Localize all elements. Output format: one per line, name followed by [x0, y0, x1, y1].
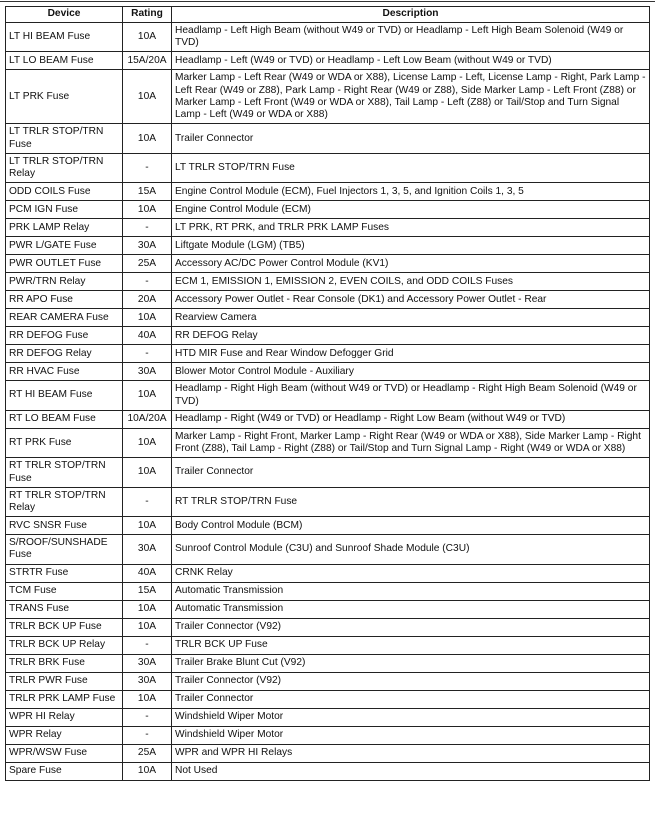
device-cell: PWR OUTLET Fuse	[6, 255, 123, 273]
device-cell: RR APO Fuse	[6, 291, 123, 309]
description-cell: Trailer Connector (V92)	[172, 672, 650, 690]
device-cell: RR DEFOG Fuse	[6, 327, 123, 345]
rating-column-header: Rating	[123, 7, 172, 23]
device-cell: RT TRLR STOP/TRN Fuse	[6, 458, 123, 487]
top-rule	[0, 1, 655, 2]
device-cell: TRLR PRK LAMP Fuse	[6, 690, 123, 708]
description-cell: LT PRK, RT PRK, and TRLR PRK LAMP Fuses	[172, 219, 650, 237]
description-cell: Automatic Transmission	[172, 600, 650, 618]
description-cell: Trailer Connector	[172, 690, 650, 708]
device-cell: TRLR BCK UP Fuse	[6, 618, 123, 636]
rating-cell: 30A	[123, 237, 172, 255]
description-cell: Blower Motor Control Module - Auxiliary	[172, 363, 650, 381]
table-row	[6, 487, 650, 516]
device-cell: Spare Fuse	[6, 762, 123, 780]
rating-cell: 10A	[123, 458, 172, 487]
table-row	[6, 201, 650, 219]
table-row	[6, 345, 650, 363]
rating-cell: 15A	[123, 183, 172, 201]
rating-cell: -	[123, 636, 172, 654]
rating-cell: 15A	[123, 582, 172, 600]
device-column-header: Device	[6, 7, 123, 23]
table-row	[6, 410, 650, 428]
rating-cell: 40A	[123, 327, 172, 345]
description-cell: Headlamp - Right High Beam (without W49 or TVD) or Headlamp - Right High Beam Solenoid (W49 or TVD)	[172, 381, 650, 410]
device-cell: RVC SNSR Fuse	[6, 517, 123, 535]
table-row	[6, 726, 650, 744]
description-cell: RT TRLR STOP/TRN Fuse	[172, 487, 650, 516]
rating-cell: -	[123, 345, 172, 363]
table-row	[6, 744, 650, 762]
device-cell: PCM IGN Fuse	[6, 201, 123, 219]
rating-cell: -	[123, 487, 172, 516]
rating-cell: 25A	[123, 744, 172, 762]
description-cell: HTD MIR Fuse and Rear Window Defogger Grid	[172, 345, 650, 363]
rating-cell: 10A	[123, 762, 172, 780]
table-row	[6, 762, 650, 780]
device-cell: TRLR PWR Fuse	[6, 672, 123, 690]
description-cell: LT TRLR STOP/TRN Fuse	[172, 153, 650, 182]
device-cell: STRTR Fuse	[6, 564, 123, 582]
table-row	[6, 428, 650, 457]
table-row	[6, 153, 650, 182]
table-row	[6, 636, 650, 654]
table-header-row	[6, 7, 650, 23]
table-row	[6, 535, 650, 564]
description-cell: WPR and WPR HI Relays	[172, 744, 650, 762]
rating-cell: 30A	[123, 535, 172, 564]
table-row	[6, 291, 650, 309]
device-cell: TRANS Fuse	[6, 600, 123, 618]
table-row	[6, 690, 650, 708]
table-row	[6, 273, 650, 291]
table-row	[6, 23, 650, 52]
table-row	[6, 672, 650, 690]
device-cell: RT LO BEAM Fuse	[6, 410, 123, 428]
rating-cell: 10A	[123, 600, 172, 618]
table-row	[6, 564, 650, 582]
table-row	[6, 381, 650, 410]
description-cell: CRNK Relay	[172, 564, 650, 582]
device-cell: TRLR BCK UP Relay	[6, 636, 123, 654]
device-cell: RT PRK Fuse	[6, 428, 123, 457]
table-row	[6, 654, 650, 672]
device-cell: RT HI BEAM Fuse	[6, 381, 123, 410]
description-cell: Rearview Camera	[172, 309, 650, 327]
device-cell: TCM Fuse	[6, 582, 123, 600]
device-cell: S/ROOF/SUNSHADE Fuse	[6, 535, 123, 564]
description-cell: Trailer Connector	[172, 458, 650, 487]
table-row	[6, 309, 650, 327]
description-cell: Sunroof Control Module (C3U) and Sunroof Shade Module (C3U)	[172, 535, 650, 564]
table-row	[6, 124, 650, 153]
table-row	[6, 582, 650, 600]
rating-cell: -	[123, 219, 172, 237]
description-cell: Headlamp - Left High Beam (without W49 or TVD) or Headlamp - Left High Beam Solenoid (W49 or TVD)	[172, 23, 650, 52]
rating-cell: 40A	[123, 564, 172, 582]
description-cell: Trailer Brake Blunt Cut (V92)	[172, 654, 650, 672]
rating-cell: 20A	[123, 291, 172, 309]
device-cell: RT TRLR STOP/TRN Relay	[6, 487, 123, 516]
description-cell: Engine Control Module (ECM), Fuel Injectors 1, 3, 5, and Ignition Coils 1, 3, 5	[172, 183, 650, 201]
description-cell: TRLR BCK UP Fuse	[172, 636, 650, 654]
device-cell: LT TRLR STOP/TRN Fuse	[6, 124, 123, 153]
rating-cell: 10A	[123, 70, 172, 124]
description-cell: Accessory AC/DC Power Control Module (KV1)	[172, 255, 650, 273]
rating-cell: 10A	[123, 618, 172, 636]
device-cell: LT HI BEAM Fuse	[6, 23, 123, 52]
table-row	[6, 255, 650, 273]
description-cell: Trailer Connector	[172, 124, 650, 153]
device-cell: ODD COILS Fuse	[6, 183, 123, 201]
device-cell: PWR L/GATE Fuse	[6, 237, 123, 255]
rating-cell: 10A	[123, 309, 172, 327]
rating-cell: 30A	[123, 672, 172, 690]
table-row	[6, 52, 650, 70]
device-cell: TRLR BRK Fuse	[6, 654, 123, 672]
table-row	[6, 600, 650, 618]
description-cell: Body Control Module (BCM)	[172, 517, 650, 535]
table-row	[6, 517, 650, 535]
device-cell: LT TRLR STOP/TRN Relay	[6, 153, 123, 182]
fuse-table	[5, 6, 650, 781]
rating-cell: -	[123, 273, 172, 291]
rating-cell: 10A	[123, 124, 172, 153]
device-cell: WPR Relay	[6, 726, 123, 744]
rating-cell: 10A	[123, 23, 172, 52]
rating-cell: 10A	[123, 201, 172, 219]
rating-cell: 10A/20A	[123, 410, 172, 428]
rating-cell: -	[123, 726, 172, 744]
device-cell: LT PRK Fuse	[6, 70, 123, 124]
rating-cell: 30A	[123, 654, 172, 672]
description-cell: Liftgate Module (LGM) (TB5)	[172, 237, 650, 255]
description-cell: Windshield Wiper Motor	[172, 726, 650, 744]
device-cell: LT LO BEAM Fuse	[6, 52, 123, 70]
description-cell: Windshield Wiper Motor	[172, 708, 650, 726]
table-row	[6, 363, 650, 381]
rating-cell: 10A	[123, 517, 172, 535]
device-cell: PRK LAMP Relay	[6, 219, 123, 237]
table-row	[6, 70, 650, 124]
description-cell: Trailer Connector (V92)	[172, 618, 650, 636]
device-cell: PWR/TRN Relay	[6, 273, 123, 291]
table-row	[6, 458, 650, 487]
table-row	[6, 708, 650, 726]
table-body	[6, 23, 650, 781]
description-cell: Headlamp - Right (W49 or TVD) or Headlamp - Right Low Beam (without W49 or TVD)	[172, 410, 650, 428]
device-cell: RR HVAC Fuse	[6, 363, 123, 381]
description-cell: Accessory Power Outlet - Rear Console (DK1) and Accessory Power Outlet - Rear	[172, 291, 650, 309]
rating-cell: 30A	[123, 363, 172, 381]
table-row	[6, 237, 650, 255]
device-cell: WPR HI Relay	[6, 708, 123, 726]
table-row	[6, 219, 650, 237]
rating-cell: -	[123, 708, 172, 726]
table-row	[6, 618, 650, 636]
rating-cell: 10A	[123, 690, 172, 708]
description-cell: Marker Lamp - Left Rear (W49 or WDA or X88), License Lamp - Left, License Lamp - Right, Park Lamp - Left Rear (W49 or Z88), Park Lamp - Right Rear (W49 or Z88), Side Marker Lamp - Left Front (Z88) or Marker Lamp - Left Front (W49 or WDA or X88), Tail Lamp - Left (Z88) or Tail/Stop and Turn Signal Lamp - Left (W49 or WDA or X88)	[172, 70, 650, 124]
rating-cell: 25A	[123, 255, 172, 273]
device-cell: WPR/WSW Fuse	[6, 744, 123, 762]
description-cell: ECM 1, EMISSION 1, EMISSION 2, EVEN COILS, and ODD COILS Fuses	[172, 273, 650, 291]
rating-cell: 15A/20A	[123, 52, 172, 70]
rating-cell: 10A	[123, 428, 172, 457]
device-cell: RR DEFOG Relay	[6, 345, 123, 363]
description-cell: Headlamp - Left (W49 or TVD) or Headlamp - Left Low Beam (without W49 or TVD)	[172, 52, 650, 70]
description-column-header: Description	[172, 7, 650, 23]
table-row	[6, 327, 650, 345]
rating-cell: 10A	[123, 381, 172, 410]
description-cell: RR DEFOG Relay	[172, 327, 650, 345]
description-cell: Marker Lamp - Right Front, Marker Lamp - Right Rear (W49 or WDA or X88), Side Marker Lamp - Right Front (Z88), Tail Lamp - Right (Z88) or Tail/Stop and Turn Signal Lamp - Right (W49 or WDA or X88)	[172, 428, 650, 457]
description-cell: Engine Control Module (ECM)	[172, 201, 650, 219]
table-row	[6, 183, 650, 201]
device-cell: REAR CAMERA Fuse	[6, 309, 123, 327]
rating-cell: -	[123, 153, 172, 182]
description-cell: Automatic Transmission	[172, 582, 650, 600]
description-cell: Not Used	[172, 762, 650, 780]
